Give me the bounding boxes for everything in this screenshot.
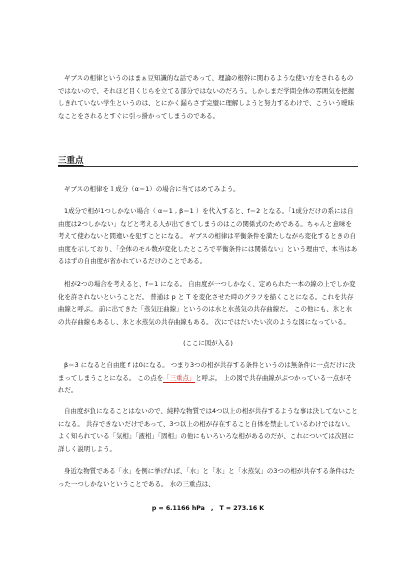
intro-paragraph: ギブスの相律というのはまぁ豆知識的な話であって、理論の根幹に関わるような使い方をされるものではないので、それほど目くじらを立てる部分ではないのだろう。しかしまだ学問全体の雰囲気を把握しきれていない学生というのは、とにかく漏らさず完璧に理解しようと努力するわけで、こういう曖昧なことをされるとすぐに引っ掛かってしまうのである。 xyxy=(58,74,355,120)
paragraph-1: ギブスの相律を１成分（α＝1）の場合に当てはめてみよう。 xyxy=(64,185,240,193)
paragraph-6: 身近な物質である「水」を例に挙げれば、「水」と「氷」と「水蒸気」の3つの相が共存する条件はたった一つしかないということである。 水の三重点は、 xyxy=(58,467,355,488)
paragraph-5: 自由度が負になることはないので、純粋な物質では4つ以上の相が共存するような事は決してないことになる。 共存できないだけであって、3つ以上の相が存在すること自体を禁止しているわけではない。 よく知られている「気相」「液相」「固相」の他にもいろいろな相があるのだが、これについては次回に詳しく説明しよう。 xyxy=(58,407,358,453)
figure-placeholder: (ここに図が入る) xyxy=(183,339,233,347)
paragraph-4-before: β＝3 になると自由度 f は0になる。 つまり3つの相が共存する条件というのは無条件に一点だけに決まってしまうことになる。 この点を xyxy=(58,361,356,382)
paragraph-4 xyxy=(58,359,358,397)
section-heading: 三重点 xyxy=(58,156,84,166)
triple-point-equation: p = 6.1166 hPa , T = 273.16 K xyxy=(151,505,265,512)
paragraph-2: 1成分で相が1つしかない場合（ α＝1 , β＝1 ）を代入すると、f＝2 となる。「1成分だけの系には自由度は2つしかない」などと考える人が出てきてしまうのはこの関係式のためである。ちゃんと意味を考えて使わないと間違いを犯すことになる。 ギブスの相律は平衡条件を満たしながら変化するときの自由度を示しており、「全体のモル数が変化したところで平衡条件には関係ない」という理由で、本当はあるはずの自由度が省かれているだけのことである。 xyxy=(58,207,358,265)
triple-point-highlight: 「三重点」 xyxy=(163,373,196,382)
paragraph-4-after: と呼ぶ。 上の図で共存曲線がぶつかっている一点がそれだ。 xyxy=(58,373,353,394)
paragraph-3: 相が2つの場合を考えると、f＝1 になる。 自由度が一つしかなく、定められた一本の線の上でしか変化を許されないということだ。 普通は p と T を変化させた時のグラフを描くことになる。これを共存曲線と呼ぶ。 前に出てきた「蒸気圧曲線」というのは水と水蒸気の共存曲線だ。 この他にも、氷と水の共存曲線もあるし、氷と水蒸気の共存曲線もある。 次にではだいたい次のような図になっている。 xyxy=(58,280,356,326)
heading-underline xyxy=(58,166,358,167)
